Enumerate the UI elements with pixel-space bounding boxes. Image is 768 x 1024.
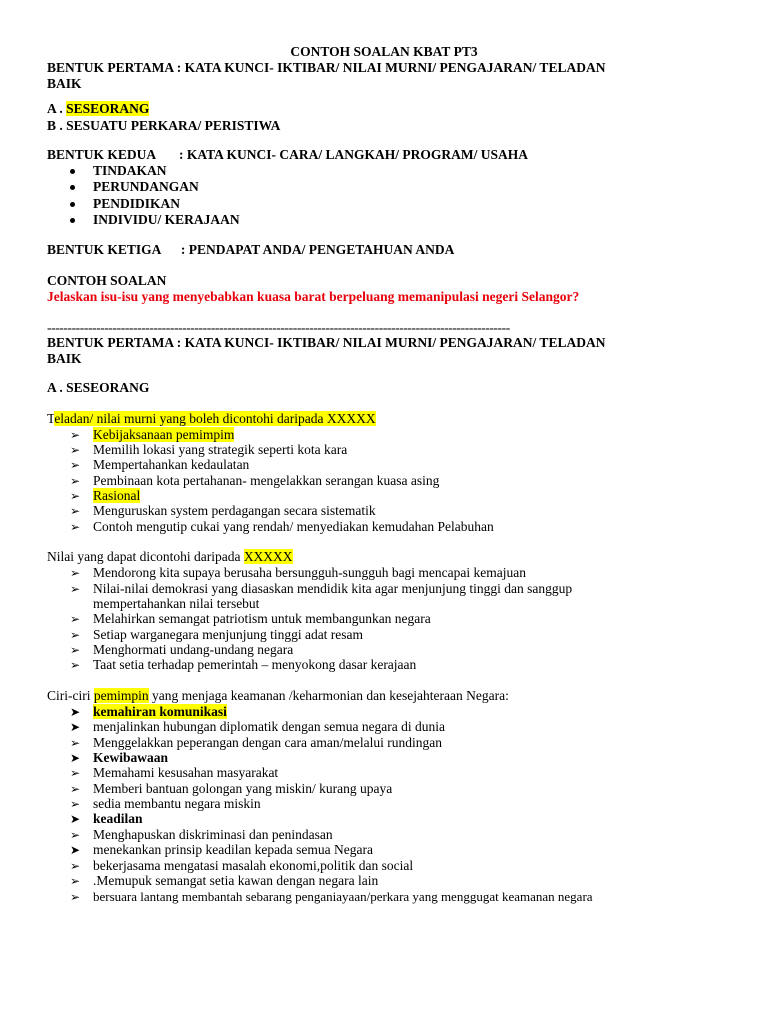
nilai-item: Menghormati undang-undang negara [93, 642, 294, 657]
option-b: B . SESUATU PERKARA/ PERISTIWA [47, 118, 281, 133]
ciri-intro-b: yang menjaga keamanan /keharmonian dan kesejahteraan Negara: [148, 688, 509, 703]
nilai-item-cont: mempertahankan nilai tersebut [93, 596, 260, 611]
nilai-intro-text: Nilai yang dapat dicontohi daripada [47, 549, 244, 564]
ciri-item: Memberi bantuan golongan yang miskin/ kurang upaya [93, 781, 393, 796]
ciri-item: sedia membantu negara miskin [93, 796, 261, 811]
arrow-bullet-icon: ➢ [70, 643, 81, 657]
bentuk2-item: INDIVIDU/ KERAJAAN [93, 212, 240, 227]
ciri-item: bersuara lantang membantah sebarang penganiayaan/perkara yang menggugat keamanan negara [93, 889, 593, 904]
bullet-dot-icon [70, 218, 75, 223]
bentuk1-heading-cont: BAIK [47, 76, 82, 91]
option-a [47, 101, 149, 117]
option-a-prefix: A . [47, 101, 67, 116]
teladan-item-text: Rasional [93, 488, 141, 503]
teladan-intro-initial: T [47, 411, 55, 426]
teladan-item: Memilih lokasi yang strategik seperti kota kara [93, 442, 348, 457]
arrow-bullet-icon: ➢ [70, 782, 81, 796]
nilai-item: Taat setia terhadap pemerintah – menyokong dasar kerajaan [93, 657, 417, 672]
arrow-bullet-icon: ➤ [70, 705, 81, 719]
bentuk2-item: PENDIDIKAN [93, 196, 181, 211]
ciri-item: menjalinkan hubungan diplomatik dengan semua negara di dunia [93, 719, 446, 734]
arrow-bullet-icon: ➢ [70, 628, 81, 642]
teladan-intro-placeholder: XXXXX [326, 411, 376, 426]
arrow-bullet-icon: ➢ [70, 766, 81, 780]
ciri-item: menekankan prinsip keadilan kepada semua Negara [93, 842, 374, 857]
arrow-bullet-icon: ➢ [70, 828, 81, 842]
bentuk1-repeat-heading-cont: BAIK [47, 351, 82, 366]
bullet-dot-icon [70, 169, 75, 174]
nilai-intro [47, 549, 293, 565]
bentuk2-item: PERUNDANGAN [93, 179, 199, 194]
ciri-item: .Memupuk semangat setia kawan dengan negara lain [93, 873, 379, 888]
bentuk2-item: TINDAKAN [93, 163, 167, 178]
nilai-item: Setiap warganegara menjunjung tinggi adat resam [93, 627, 364, 642]
doc-title: CONTOH SOALAN KBAT PT3 [290, 44, 478, 59]
arrow-bullet-icon: ➢ [70, 566, 81, 580]
teladan-intro-text: eladan/ nilai murni yang boleh dicontohi daripada [54, 411, 327, 426]
teladan-item [93, 488, 140, 504]
nilai-item: Melahirkan semangat patriotism untuk membangunkan negara [93, 611, 431, 626]
seseorang-heading: A . SESEORANG [47, 380, 150, 395]
arrow-bullet-icon: ➢ [70, 890, 81, 904]
arrow-bullet-icon: ➢ [70, 489, 81, 503]
bullet-dot-icon [70, 185, 75, 190]
arrow-bullet-icon: ➢ [70, 612, 81, 626]
nilai-item: Mendorong kita supaya berusaha bersungguh-sungguh bagi mencapai kemajuan [93, 565, 527, 580]
arrow-bullet-icon: ➤ [70, 751, 81, 765]
nilai-item: Nilai-nilai demokrasi yang diasaskan mendidik kita agar menjunjung tinggi dan sanggup [93, 581, 573, 596]
ciri-item [93, 704, 227, 720]
arrow-bullet-icon: ➢ [70, 736, 81, 750]
contoh-heading: CONTOH SOALAN [47, 273, 167, 288]
teladan-item: Contoh mengutip cukai yang rendah/ menyediakan kemudahan Pelabuhan [93, 519, 494, 534]
arrow-bullet-icon: ➢ [70, 458, 81, 472]
ciri-intro-highlight: pemimpin [93, 688, 149, 703]
arrow-bullet-icon: ➢ [70, 520, 81, 534]
arrow-bullet-icon: ➢ [70, 582, 81, 596]
ciri-item: bekerjasama mengatasi masalah ekonomi,politik dan social [93, 858, 414, 873]
ciri-item: Menggelakkan peperangan dengan cara aman/melalui rundingan [93, 735, 442, 750]
divider: ----------------------------------------------------------------------------------------------------------------- [47, 320, 510, 335]
arrow-bullet-icon: ➢ [70, 859, 81, 873]
arrow-bullet-icon: ➢ [70, 474, 81, 488]
ciri-item: Memahami kesusahan masyarakat [93, 765, 279, 780]
bullet-dot-icon [70, 202, 75, 207]
teladan-item: Mempertahankan kedaulatan [93, 457, 250, 472]
bentuk1-repeat-heading: BENTUK PERTAMA : KATA KUNCI- IKTIBAR/ NILAI MURNI/ PENGAJARAN/ TELADAN [47, 335, 606, 350]
nilai-intro-placeholder: XXXXX [243, 549, 293, 564]
teladan-item: Pembinaan kota pertahanan- mengelakkan serangan kuasa asing [93, 473, 440, 488]
ciri-item: Menghapuskan diskriminasi dan penindasan [93, 827, 333, 842]
ciri-intro-a: Ciri-ciri [47, 688, 94, 703]
teladan-item-text: Kebijaksanaan pemimpim [93, 427, 235, 442]
arrow-bullet-icon: ➢ [70, 428, 81, 442]
contoh-question: Jelaskan isu-isu yang menyebabkan kuasa barat berpeluang memanipulasi negeri Selangor? [47, 289, 580, 304]
arrow-bullet-icon: ➤ [70, 843, 81, 857]
teladan-item [93, 427, 234, 443]
ciri-item: keadilan [93, 811, 143, 826]
bentuk3-heading: BENTUK KETIGA : PENDAPAT ANDA/ PENGETAHUAN ANDA [47, 242, 455, 257]
bentuk2-heading: BENTUK KEDUA : KATA KUNCI- CARA/ LANGKAH/ PROGRAM/ USAHA [47, 147, 529, 162]
bentuk1-heading: BENTUK PERTAMA : KATA KUNCI- IKTIBAR/ NILAI MURNI/ PENGAJARAN/ TELADAN [47, 60, 606, 75]
ciri-item-text: kemahiran komunikasi [93, 704, 227, 719]
arrow-bullet-icon: ➢ [70, 658, 81, 672]
ciri-item: Kewibawaan [93, 750, 169, 765]
arrow-bullet-icon: ➢ [70, 797, 81, 811]
teladan-item: Menguruskan system perdagangan secara sistematik [93, 503, 376, 518]
teladan-intro [47, 411, 376, 427]
ciri-intro [47, 688, 509, 704]
arrow-bullet-icon: ➢ [70, 874, 81, 888]
arrow-bullet-icon: ➤ [70, 812, 81, 826]
arrow-bullet-icon: ➢ [70, 504, 81, 518]
option-a-highlight: SESEORANG [66, 101, 150, 116]
arrow-bullet-icon: ➢ [70, 443, 81, 457]
arrow-bullet-icon: ➤ [70, 720, 81, 734]
